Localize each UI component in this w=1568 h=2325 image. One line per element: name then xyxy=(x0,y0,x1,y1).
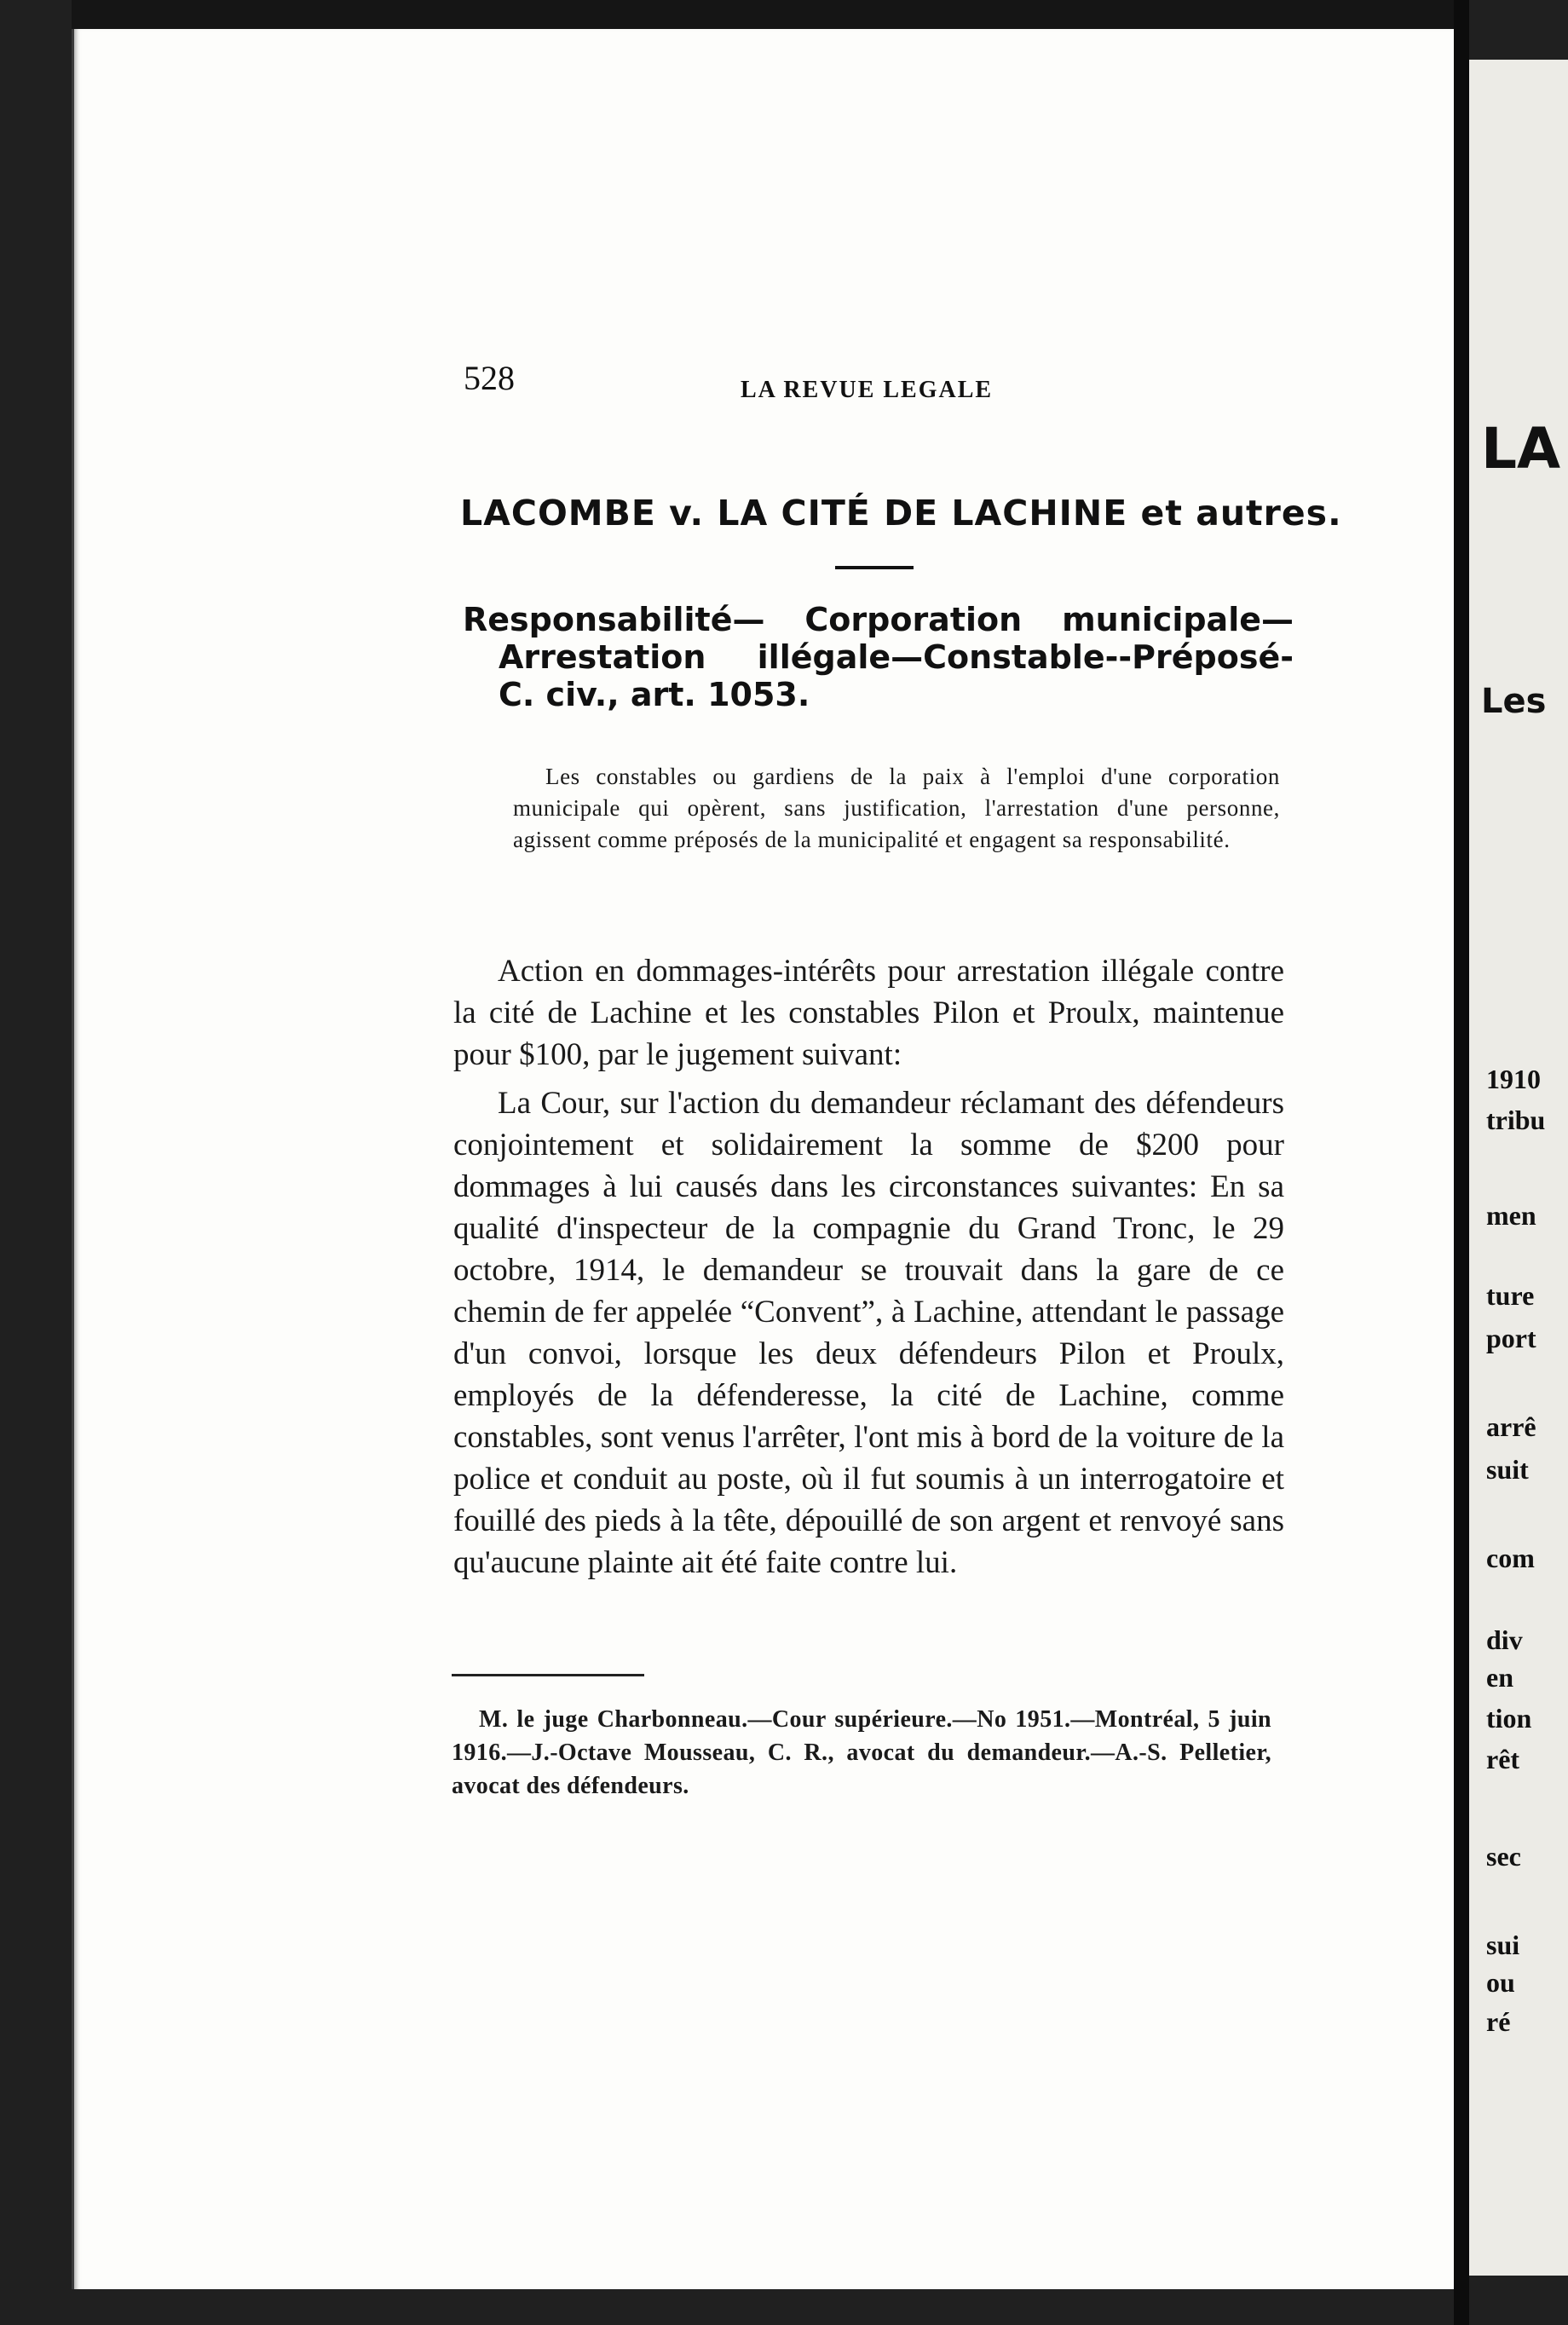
facing-page-line: tribu xyxy=(1486,1105,1546,1135)
facing-page-line: ou xyxy=(1486,1967,1515,1998)
top-edge-shadow xyxy=(72,0,1469,31)
facing-page-line: arrê xyxy=(1486,1411,1536,1442)
headnote-summary: Les constables ou gardiens de la paix à l'emploi d'une corporation municipale qui opèrent, sans justification, l'arrestation d'une personne, agissent comme préposés de la municipalité et engagent sa responsabilité. xyxy=(513,764,1280,852)
title-rule xyxy=(835,566,914,569)
facing-page-line: en xyxy=(1486,1662,1513,1693)
facing-page-line: tion xyxy=(1486,1703,1532,1734)
body-paragraph-1: Action en dommages-intérêts pour arrestation illégale contre la cité de Lachine et les constables Pilon et Proulx, maintenue pour $100, par le jugement suivant: xyxy=(453,954,1284,1072)
running-title: LA REVUE LEGALE xyxy=(741,377,994,403)
facing-page-line: 1910 xyxy=(1486,1064,1541,1094)
facing-page-line: port xyxy=(1486,1323,1536,1353)
facing-page-subhead: Les xyxy=(1481,682,1547,721)
facing-page-line: div xyxy=(1486,1624,1523,1655)
headnote-subject: Responsabilité— Corporation municipale— Arrestation illégale—Constable--Préposé- C. civ., art. 1053. xyxy=(463,601,1294,713)
case-title: LACOMBE v. LA CITÉ DE LACHINE et autres. xyxy=(460,493,1342,534)
facing-page-head: LA xyxy=(1481,416,1561,482)
footnote-rule xyxy=(452,1674,644,1676)
facing-page-line: rêt xyxy=(1486,1744,1520,1774)
running-header xyxy=(395,358,1290,409)
facing-page xyxy=(1466,60,1568,2276)
facing-page-line: ture xyxy=(1486,1280,1535,1311)
facing-page-line: men xyxy=(1486,1200,1536,1231)
facing-page-line: com xyxy=(1486,1543,1535,1573)
page-number: 528 xyxy=(464,359,515,397)
facing-page-line: sui xyxy=(1486,1930,1520,1960)
facing-page-line: suit xyxy=(1486,1454,1529,1485)
body-paragraph-2: La Cour, sur l'action du demandeur réclamant des défendeurs conjointement et solidairement la somme de $200 pour dommages à lui causés dans les circonstances suivantes: En sa qualité d'inspecteur de la compagnie du Grand Tronc, le 29 octobre, 1914, le demandeur se trouvait dans la gare de ce chemin de fer appelée “Convent”, à Lachine, attendant le passage d'un convoi, lorsque les deux défendeurs Pilon et Proulx, employés de la défenderesse, la cité de Lachine, comme constables, sont venus l'arrêter, l'ont mis à bord de la voiture de la police et conduit au poste, où il fut soumis à un interrogatoire et fouillé des pieds à la tête, dépouillé de son argent et renvoyé sans qu'aucune plainte ait été faite contre lui. xyxy=(453,1086,1284,1580)
facing-page-line: sec xyxy=(1486,1841,1521,1872)
facing-page-line: ré xyxy=(1486,2006,1511,2037)
footnote: M. le juge Charbonneau.—Cour supérieure.—No 1951.—Montréal, 5 juin 1916.—J.-Octave Mousseau, C. R., avocat du demandeur.—A.-S. Pelletier, avocat des défendeurs. xyxy=(452,1706,1271,1799)
